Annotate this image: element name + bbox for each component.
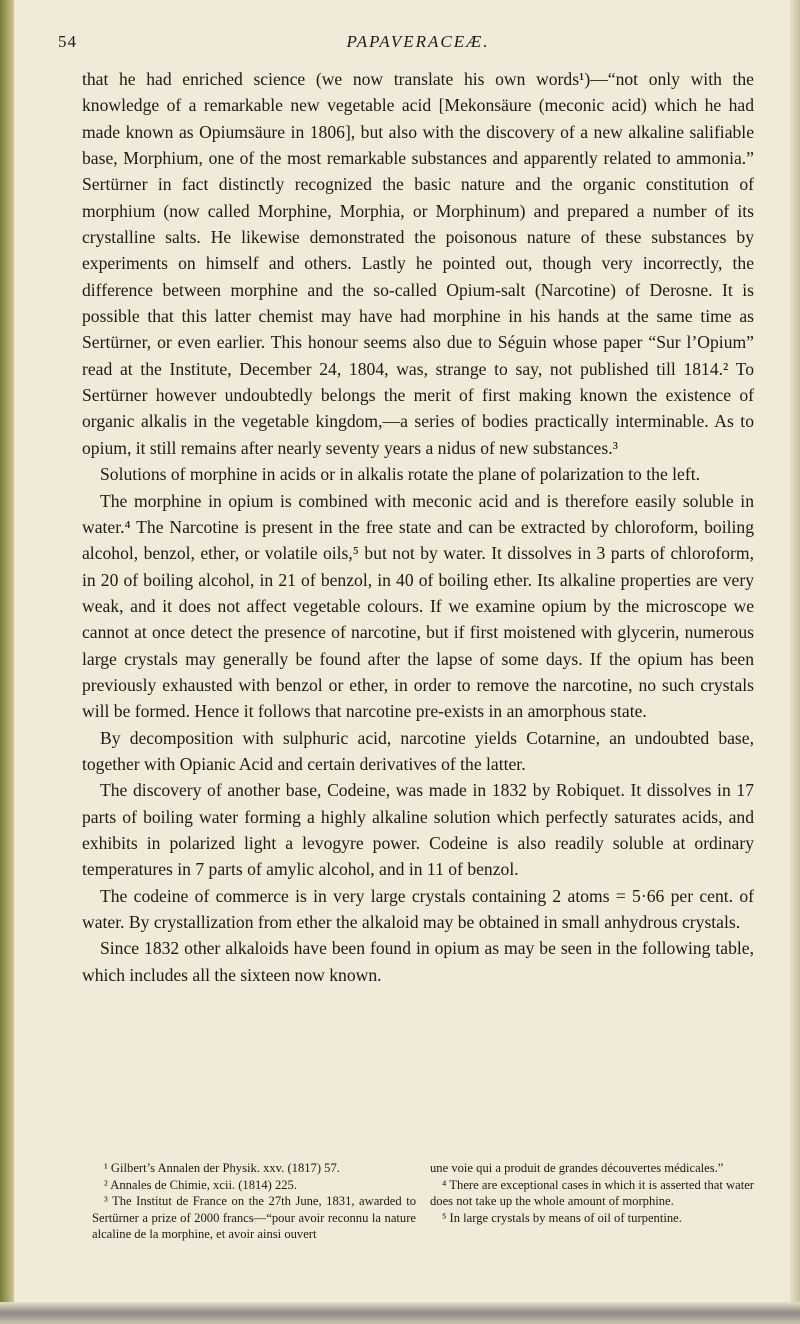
footnote: ⁴ There are exceptional cases in which it is asserted that water does not take up the whole amount of morphine.	[430, 1177, 754, 1209]
paragraph: Solutions of morphine in acids or in alkalis rotate the plane of polarization to the left.	[100, 464, 700, 485]
paragraph: The discovery of another base, Codeine, was made in 1832 by Robiquet. It dissolves in 17 parts of boiling water forming a highly alkaline solution which perfectly saturates acids, and exhibits in polarized light a levogyre power. Codeine is also readily soluble at ordinary temperatures in 7 parts of amylic alcohol, and in 11 of benzol.	[82, 780, 754, 880]
footnote: ² Annales de Chimie, xcii. (1814) 225.	[104, 1177, 298, 1192]
page-bottom-edge	[0, 1302, 800, 1324]
footnotes-left-column	[92, 1160, 416, 1243]
footnote-continuation: une voie qui a produit de grandes découvertes médicales.”	[430, 1161, 724, 1175]
book-page	[58, 0, 754, 1324]
page-header	[58, 32, 754, 56]
paragraph: The morphine in opium is combined with meconic acid and is therefore easily soluble in water.⁴ The Narcotine is present in the free state and can be extracted by chloroform, boiling alcohol, benzol, ether, or volatile oils,⁵ but not by water. It dissolves in 3 parts of chloroform, in 20 of boiling alcohol, in 21 of benzol, in 40 of boiling ether. Its alkaline properties are very weak, and it does not affect vegetable colours. If we examine opium by the microscope we cannot at once detect the presence of narcotine, but if first moistened with glycerin, numerous large crystals may generally be found after the lapse of some days. If the opium has been previously exhausted with benzol or ether, in order to remove the narcotine, no such crystals will be formed. Hence it follows that narcotine pre-exists in an amorphous state.	[82, 490, 754, 722]
page-number: 54	[58, 32, 77, 51]
footnotes-right-column	[430, 1160, 754, 1243]
paragraph: Since 1832 other alkaloids have been found in opium as may be seen in the following table, which includes all the sixteen now known.	[82, 938, 754, 985]
footnote: ³ The Institut de France on the 27th June, 1831, awarded to Sertürner a prize of 2000 francs—“pour avoir reconnu la nature alcaline de la morphine, et avoir ainsi ouvert	[92, 1194, 416, 1242]
page-edge	[790, 0, 800, 1324]
footnote: ⁵ In large crystals by means of oil of turpentine.	[442, 1210, 682, 1225]
paragraph: The codeine of commerce is in very large crystals containing 2 atoms = 5·66 per cent. of water. By crystallization from ether the alkaloid may be obtained in small anhydrous crystals.	[82, 885, 754, 932]
book-binding	[0, 0, 14, 1324]
paragraph: By decomposition with sulphuric acid, narcotine yields Cotarnine, an undoubted base, together with Opianic Acid and certain derivatives of the latter.	[82, 727, 754, 774]
footnote: ¹ Gilbert’s Annalen der Physik. xxv. (1817) 57.	[104, 1161, 340, 1175]
paragraph: that he had enriched science (we now translate his own words¹)—“not only with the knowledge of a remarkable new vegetable acid [Mekonsäure (meconic acid) which he had made known as Opiumsäure in 1806], but also with the discovery of a new alkaline salifiable base, Morphium, one of the most remarkable substances and apparently related to ammonia.” Sertürner in fact distinctly recognized the basic nature and the organic constitution of morphium (now called Morphine, Morphia, or Morphinum) and prepared a number of its crystalline salts. He likewise demonstrated the poisonous nature of these substances by experiments on himself and others. Lastly he pointed out, though very incorrectly, the difference between morphine and the so-called Opium-salt (Narcotine) of Derosne. It is possible that this latter chemist may have had morphine in his hands at the same time as Sertürner, or even earlier. This honour seems also due to Séguin whose paper “Sur l’Opium” read at the Institute, December 24, 1804, was, strange to say, not published till 1814.² To Sertürner however undoubtedly belongs the merit of first making known the existence of organic alkalis in the vegetable kingdom,—a series of bodies practically interminable. As to opium, it still remains after nearly seventy years a nidus of new substances.³	[82, 69, 754, 458]
running-head: PAPAVERACEÆ.	[346, 32, 490, 51]
body-text	[82, 66, 754, 988]
footnotes	[92, 1160, 754, 1243]
